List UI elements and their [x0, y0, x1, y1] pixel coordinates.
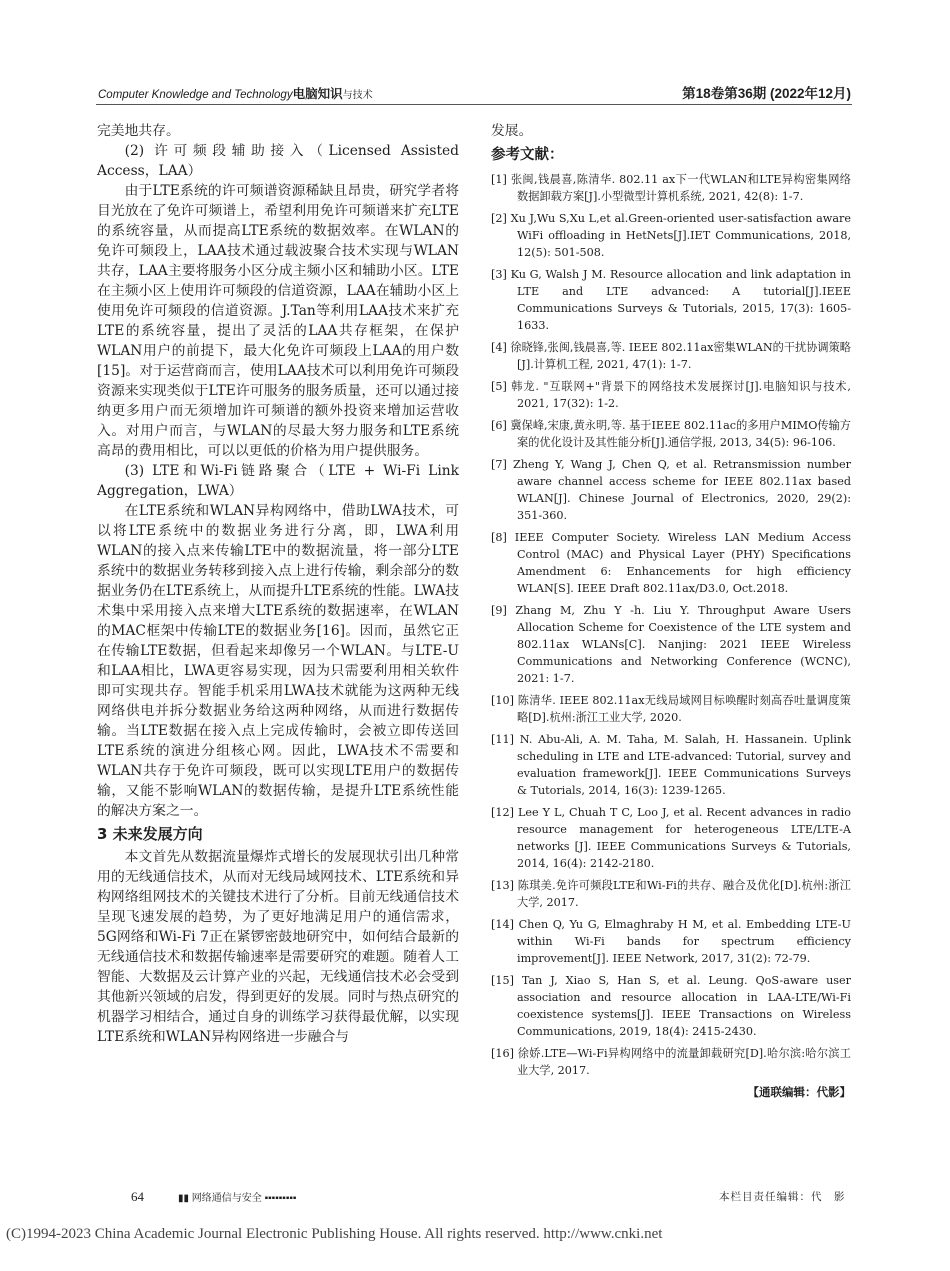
- issue-info: 第18卷第36期 (2022年12月): [682, 86, 851, 101]
- reference-item: [5] 韩龙. "互联网+"背景下的网络技术发展探讨[J].电脑知识与技术, 2021, 17(32): 1-2.: [491, 380, 851, 410]
- reference-item: [9] Zhang M, Zhu Y -h. Liu Y. Throughput Aware Users Allocation Scheme for Coexistence of the LTE system and 802.11ax WLANs[C]. Nanjing: 2021 IEEE Wireless Communications and Networking Conference (WCNC), 2021: 1-7.: [491, 604, 851, 685]
- body-paragraph: 本文首先从数据流量爆炸式增长的发展现状引出几种常用的无线通信技术，从而对无线局域网技术、LTE系统和异构网络组网技术的关键技术进行了分析。目前无线通信技术呈现飞速发展的趋势，为了更好地满足用户的通信需求，5G网络和Wi-Fi 7正在紧锣密鼓地研究中，如何结合最新的无线通信技术和数据传输速率是需要研究的难题。随着人工智能、大数据及云计算产业的兴起，无线通信技术必会受到其他新兴领域的启发，得到更好的发展。同时与热点研究的机器学习相结合，通过自身的训练学习获得最优解，以实现LTE系统和WLAN异构网络进一步融合与: [97, 849, 459, 1045]
- reference-list: [491, 171, 851, 1079]
- page-number: 64: [131, 1189, 144, 1204]
- editor-sign: 【通联编辑：代影】: [747, 1085, 851, 1099]
- journal-name-en: Computer Knowledge and Technology: [98, 89, 293, 101]
- journal-name-cn-suffix: 与技术: [342, 90, 373, 101]
- journal-name-header: [98, 84, 373, 102]
- reference-item: [6] 冀保峰,宋康,黄永明,等. 基于IEEE 802.11ac的多用户MIMO传输方案的优化设计及其性能分析[J].通信学报, 2013, 34(5): 96-106.: [491, 419, 851, 449]
- body-paragraph: 完美地共存。: [97, 123, 180, 139]
- section-name: ▮▮ 网络通信与安全 ▪▪▪▪▪▪▪▪▪: [178, 1193, 297, 1204]
- body-paragraph: 在LTE系统和WLAN异构网络中，借助LWA技术，可以将LTE系统中的数据业务进行分离，即，LWA利用WLAN的接入点来传输LTE中的数据流量，将一部分LTE系统中的数据业务转移到接入点上进行传输，剩余部分的数据业务仍在LTE系统上，从而提升LTE系统的性能。LWA技术集中采用接入点来增大LTE系统的数据速率，在WLAN的MAC框架中传输LTE的数据业务[16]。因而，虽然它正在传输LTE数据，但看起来却像另一个WLAN。与LTE-U和LAA相比，LWA更容易实现，因为只需要利用相关软件即可实现共存。智能手机采用LWA技术就能为这两种无线网络供电并拆分数据业务给这两种网络，从而进行数据传输。当LTE数据在接入点上完成传输时，会被立即传送回LTE系统的演进分组核心网。因此，LWA技术不需要和WLAN共存于免许可频段，既可以实现LTE用户的数据传输，又能不影响WLAN的数据传输，是提升LTE系统性能的解决方案之一。: [97, 503, 459, 819]
- copyright-line: (C)1994-2023 China Academic Journal Electronic Publishing House. All rights reserved. http://www.cnki.net: [6, 1226, 663, 1242]
- reference-item: [12] Lee Y L, Chuah T C, Loo J, et al. Recent advances in radio resource management for heterogeneous LTE/LTE-A networks [J]. IEEE Communications Surveys & Tutorials, 2014, 16(4): 2142-2180.: [491, 806, 851, 870]
- column-editor: 本栏目责任编辑：代 影: [719, 1191, 846, 1203]
- reference-item: [16] 徐娇.LTE—Wi-Fi异构网络中的流量卸载研究[D].哈尔滨:哈尔滨工业大学, 2017.: [491, 1047, 851, 1077]
- continuation-text: 发展。: [491, 123, 533, 139]
- body-paragraph: 由于LTE系统的许可频谱资源稀缺且昂贵，研究学者将目光放在了免许可频谱上，希望利用免许可频谱来扩充LTE的系统容量，从而提高LTE系统的数据效率。在WLAN的免许可频段上，LAA技术通过载波聚合技术实现与WLAN共存，LAA主要将服务小区分成主频小区和辅助小区。LTE在主频小区上使用许可频段的信道资源，LAA在辅助小区上使用免许可频段的信道资源。J.Tan等利用LAA技术来扩充LTE的系统容量，提出了灵活的LAA共存框架，在保护WLAN用户的前提下，最大化免许可频段上LAA的用户数[15]。对于运营商而言，使用LAA技术可以利用免许可频段资源来实现类似于LTE许可服务的服务质量，还可以通过接纳更多用户而无须增加许可频谱的额外投资来增加运营收入。对用户而言，与WLAN的尽最大努力服务和LTE系统高昂的费用相比，可以以更低的价格为用户提供服务。: [97, 183, 459, 459]
- reference-item: [13] 陈琪美.免许可频段LTE和Wi-Fi的共存、融合及优化[D].杭州:浙江大学, 2017.: [491, 879, 851, 909]
- section-heading: 3 未来发展方向: [97, 825, 203, 843]
- reference-item: [2] Xu J,Wu S,Xu L,et al.Green-oriented user-satisfaction aware WiFi offloading in HetNets[J].IET Communications, 2018, 12(5): 501-508.: [491, 212, 851, 259]
- references-title: 参考文献：: [491, 147, 564, 163]
- reference-item: [8] IEEE Computer Society. Wireless LAN Medium Access Control (MAC) and Physical Layer (PHY) Specifications Amendment 6: Enhancements for high efficiency WLAN[S]. IEEE Draft 802.11ax/D3.0, Oct.2018.: [491, 531, 851, 595]
- body-paragraph: (2) 许可频段辅助接入（Licensed Assisted Access，LAA）: [97, 143, 459, 179]
- reference-item: [15] Tan J, Xiao S, Han S, et al. Leung. QoS-aware user association and resource allocation in LAA-LTE/Wi-Fi coexistence systems[J]. IEEE Transactions on Wireless Communications, 2019, 18(4): 2415-2430.: [491, 974, 851, 1038]
- right-column: [491, 121, 851, 1100]
- reference-item: [11] N. Abu-Ali, A. M. Taha, M. Salah, H. Hassanein. Uplink scheduling in LTE and LTE-advanced: Tutorial, survey and evaluation framework[J]. IEEE Communications Surveys & Tutorials, 2014, 16(3): 1239-1265.: [491, 733, 851, 797]
- section-label: 网络通信与安全: [191, 1193, 262, 1204]
- left-column: [97, 121, 459, 1047]
- journal-name-cn: 电脑知识: [292, 87, 343, 101]
- reference-item: [1] 张闽,钱晨喜,陈清华. 802.11 ax下一代WLAN和LTE异构密集网络数据卸载方案[J].小型微型计算机系统, 2021, 42(8): 1-7.: [491, 173, 851, 203]
- reference-item: [3] Ku G, Walsh J M. Resource allocation and link adaptation in LTE and LTE advanced: A tutorial[J].IEEE Communications Surveys & Tutorials, 2015, 17(3): 1605-1633.: [491, 268, 851, 332]
- header-rule: [96, 104, 852, 105]
- reference-item: [14] Chen Q, Yu G, Elmaghraby H M, et al. Embedding LTE-U within Wi-Fi bands for spectrum efficiency improvement[J]. IEEE Network, 2017, 31(2): 72-79.: [491, 918, 851, 965]
- body-paragraph: (3) LTE和Wi-Fi链路聚合（LTE + Wi-Fi Link Aggregation，LWA）: [97, 463, 459, 499]
- reference-item: [7] Zheng Y, Wang J, Chen Q, et al. Retransmission number aware channel access scheme for IEEE 802.11ax based WLAN[J]. Chinese Journal of Electronics, 2020, 29(2): 351-360.: [491, 458, 851, 522]
- reference-item: [4] 徐晓锋,张闽,钱晨喜,等. IEEE 802.11ax密集WLAN的干扰协调策略[J].计算机工程, 2021, 47(1): 1-7.: [491, 341, 851, 371]
- reference-item: [10] 陈清华. IEEE 802.11ax无线局域网目标唤醒时刻高吞吐量调度策略[D].杭州:浙江工业大学, 2020.: [491, 694, 851, 724]
